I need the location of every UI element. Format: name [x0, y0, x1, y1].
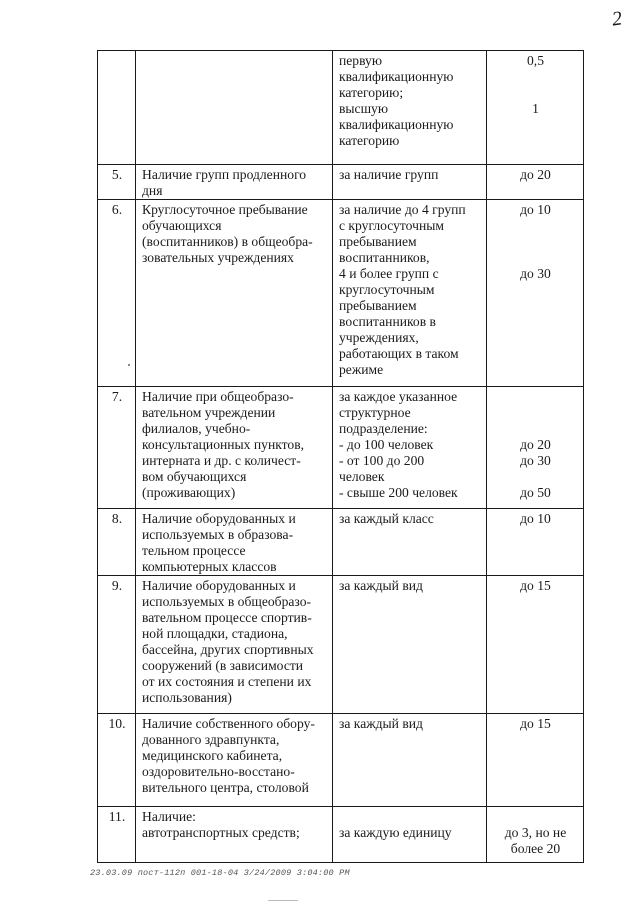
cell-line: сооружений (в зависимости — [142, 658, 304, 673]
cell-line: вательном процессе спортив- — [142, 610, 312, 625]
cell-line: - свыше 200 человек — [339, 485, 458, 500]
indicator-cell — [136, 165, 333, 200]
table-row — [98, 387, 584, 509]
cell-line: более 20 — [510, 841, 561, 856]
cell-line: дованного здравпункта, — [142, 732, 280, 747]
cell-line: - до 100 человек — [339, 437, 434, 452]
cell-line: за каждую единицу — [339, 825, 452, 840]
table-row — [98, 509, 584, 576]
cell-line: воспитанников в — [339, 314, 436, 329]
row-number-text: 10. — [108, 716, 126, 731]
cell-line: консультационных пунктов, — [142, 437, 305, 452]
cell-line: до 50 — [520, 485, 551, 500]
cell-line: за наличие групп — [339, 167, 439, 182]
value-cell — [487, 714, 584, 807]
cell-line: тельном процессе — [142, 543, 246, 558]
cell-line: используемых в образова- — [142, 527, 294, 542]
cell-line: обучающихся — [142, 218, 222, 233]
row-number-text: 5. — [111, 167, 123, 182]
row-number — [98, 509, 136, 576]
cell-line — [493, 469, 578, 485]
cell-line — [493, 85, 578, 101]
condition-cell — [333, 576, 487, 714]
condition-cell — [333, 387, 487, 509]
condition-cell — [333, 200, 487, 387]
indicator-cell — [136, 387, 333, 509]
cell-line — [493, 809, 578, 825]
cell-line: Наличие оборудованных и — [142, 578, 296, 593]
condition-cell — [333, 51, 487, 165]
cell-line: бассейна, других спортивных — [142, 642, 314, 657]
cell-line: человек — [339, 469, 385, 484]
cell-line: Наличие при общеобразо- — [142, 389, 294, 404]
cell-line: автотранспортных средств; — [142, 825, 300, 840]
cell-line: первую — [339, 53, 383, 68]
cell-line: дня — [142, 183, 163, 198]
value-cell — [487, 509, 584, 576]
row-number — [98, 714, 136, 807]
row-number — [98, 807, 136, 863]
cell-line: филиалов, учебно- — [142, 421, 251, 436]
cell-line — [493, 250, 578, 266]
cell-line: до 20 — [520, 167, 551, 182]
row-number-text: 6. — [111, 202, 123, 217]
cell-line — [493, 405, 578, 421]
indicator-cell — [136, 807, 333, 863]
cell-line: до 10 — [520, 511, 551, 526]
indicator-cell — [136, 200, 333, 387]
cell-line: категорию; — [339, 85, 404, 100]
cell-line: за каждый вид — [339, 578, 423, 593]
cell-line: структурное — [339, 405, 411, 420]
indicator-cell — [136, 576, 333, 714]
cell-line: Наличие групп продленного — [142, 167, 307, 182]
cell-line: до 10 — [520, 202, 551, 217]
row-number-text: 7. — [111, 389, 123, 404]
cell-line: вом обучающихся — [142, 469, 247, 484]
cell-line: использования) — [142, 690, 232, 705]
cell-line: до 3, но не — [504, 825, 567, 840]
cell-line: оздоровительно-восстано- — [142, 764, 295, 779]
cell-line: пребыванием — [339, 298, 417, 313]
table-row — [98, 576, 584, 714]
cell-line: за каждый класс — [339, 511, 434, 526]
indicator-cell — [136, 509, 333, 576]
page-number-mark: 2 — [610, 7, 624, 31]
table-row — [98, 714, 584, 807]
cell-line: Круглосуточное пребывание — [142, 202, 308, 217]
cell-line — [339, 809, 481, 825]
cell-line: вательном учреждении — [142, 405, 276, 420]
cell-line: интерната и др. с количест- — [142, 453, 301, 468]
cell-line: за каждое указанное — [339, 389, 458, 404]
condition-cell — [333, 807, 487, 863]
cell-line: 4 и более групп с — [339, 266, 439, 281]
row-number-text: 8. — [111, 511, 123, 526]
cell-line: от их состояния и степени их — [142, 674, 312, 689]
cell-line: - от 100 до 200 — [339, 453, 425, 468]
condition-cell — [333, 165, 487, 200]
cell-line: работающих в таком — [339, 346, 459, 361]
value-cell — [487, 51, 584, 165]
value-cell — [487, 807, 584, 863]
cell-line: Наличие оборудованных и — [142, 511, 296, 526]
row-number — [98, 200, 136, 387]
cell-line: (проживающих) — [142, 485, 236, 500]
cell-line: с круглосуточным — [339, 218, 444, 233]
cell-line: до 15 — [520, 716, 551, 731]
cell-line: за наличие до 4 групп — [339, 202, 466, 217]
cell-line: (воспитанников) в общеобра- — [142, 234, 313, 249]
cell-line: до 20 — [520, 437, 551, 452]
indicator-cell — [136, 714, 333, 807]
cell-line: медицинского кабинета, — [142, 748, 283, 763]
cell-line: зовательных учреждениях — [142, 250, 294, 265]
cell-line: 0,5 — [527, 53, 544, 68]
row-number — [98, 51, 136, 165]
cell-line: за каждый вид — [339, 716, 423, 731]
indicator-cell — [136, 51, 333, 165]
cell-line: 1 — [532, 101, 539, 116]
value-cell — [487, 576, 584, 714]
cell-line: круглосуточным — [339, 282, 435, 297]
value-cell — [487, 165, 584, 200]
cell-line: пребыванием — [339, 234, 417, 249]
cell-line — [493, 421, 578, 437]
condition-cell — [333, 509, 487, 576]
table-row — [98, 200, 584, 387]
cell-line: воспитанников, — [339, 250, 430, 265]
cell-line — [493, 69, 578, 85]
table-row — [98, 807, 584, 863]
cell-line: до 15 — [520, 578, 551, 593]
row-number — [98, 576, 136, 714]
value-cell — [487, 387, 584, 509]
cell-line: Наличие собственного обору- — [142, 716, 315, 731]
cell-line: вительного центра, столовой — [142, 780, 309, 795]
row-number — [98, 165, 136, 200]
cell-line: учреждениях, — [339, 330, 419, 345]
cell-line: категорию — [339, 133, 400, 148]
scan-speck — [128, 364, 130, 366]
cell-line: до 30 — [520, 266, 551, 281]
cell-line: режиме — [339, 362, 384, 377]
criteria-table — [97, 50, 584, 863]
table-row — [98, 165, 584, 200]
document-footer: 23.03.09 пост-112п 001-18-04 3/24/2009 3:04:00 PM — [90, 868, 350, 878]
cell-line: Наличие: — [142, 809, 196, 824]
cell-line: подразделение: — [339, 421, 428, 436]
cell-line: квалификационную — [339, 69, 454, 84]
condition-cell — [333, 714, 487, 807]
cell-line: используемых в общеобразо- — [142, 594, 312, 609]
table-row — [98, 51, 584, 165]
cell-line — [493, 218, 578, 234]
value-cell — [487, 200, 584, 387]
row-number-text: 11. — [108, 809, 126, 824]
cell-line: компьютерных классов — [142, 559, 277, 574]
cell-line: высшую — [339, 101, 389, 116]
cell-line: квалификационную — [339, 117, 454, 132]
cell-line: ной площадки, стадиона, — [142, 626, 288, 641]
cell-line: до 30 — [520, 453, 551, 468]
row-number — [98, 387, 136, 509]
cell-line — [493, 389, 578, 405]
row-number-text: 9. — [111, 578, 123, 593]
cell-line — [493, 234, 578, 250]
scan-speck — [268, 900, 298, 901]
